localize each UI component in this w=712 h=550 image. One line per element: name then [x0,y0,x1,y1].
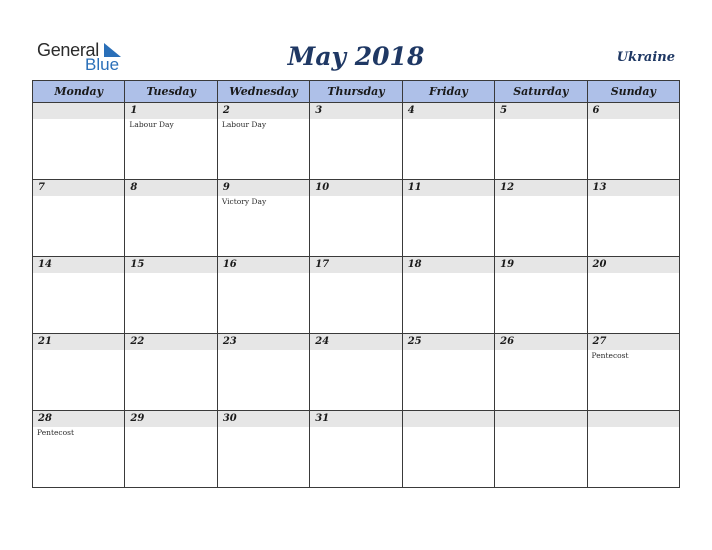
day-cell [125,180,217,257]
logo-word-blue: Blue [85,55,120,74]
holiday-label [588,427,679,428]
calendar-title: May 2018 [287,42,425,71]
day-number: 15 [125,257,216,273]
day-cell [217,257,309,334]
day-cell [217,334,309,411]
holiday-label [495,350,586,351]
day-cell [33,180,125,257]
day-cell [495,180,587,257]
day-cell [33,103,125,180]
day-number: 28 [33,411,124,427]
calendar-grid [32,80,680,488]
day-number: 20 [588,257,679,273]
day-number: 22 [125,334,216,350]
day-number: 6 [588,103,679,119]
day-cell [33,411,125,488]
day-number: 4 [403,103,494,119]
day-number: 30 [218,411,309,427]
day-cell [310,257,402,334]
holiday-label [218,427,309,428]
day-number [33,103,124,119]
day-number: 10 [310,180,401,196]
weekday-header: Wednesday [217,81,309,103]
day-cell [402,180,494,257]
holiday-label [33,273,124,274]
week-row [33,103,680,180]
day-cell [310,334,402,411]
day-cell [495,411,587,488]
weekday-header: Tuesday [125,81,217,103]
holiday-label [310,350,401,351]
day-number [495,411,586,427]
day-number: 27 [588,334,679,350]
day-cell [33,334,125,411]
holiday-label [495,196,586,197]
day-cell [402,411,494,488]
holiday-label [125,350,216,351]
holiday-label: Labour Day [129,120,174,129]
holiday-label [588,119,679,120]
day-cell [587,411,679,488]
day-number: 7 [33,180,124,196]
day-cell [495,257,587,334]
weekday-header: Saturday [495,81,587,103]
holiday-label [310,273,401,274]
day-number: 13 [588,180,679,196]
holiday-label [218,273,309,274]
holiday-label [495,273,586,274]
holiday-label [33,196,124,197]
day-cell [217,411,309,488]
weekday-header-row [33,81,680,103]
day-cell [125,411,217,488]
day-cell [402,103,494,180]
day-number: 14 [33,257,124,273]
day-number: 1 [125,103,216,119]
day-cell [217,180,309,257]
day-cell [402,334,494,411]
day-number: 19 [495,257,586,273]
day-cell [125,334,217,411]
holiday-label [403,119,494,120]
day-number: 21 [33,334,124,350]
day-cell [587,180,679,257]
day-number: 2 [218,103,309,119]
holiday-label [125,273,216,274]
day-cell [217,103,309,180]
day-cell [587,103,679,180]
day-number: 8 [125,180,216,196]
day-number: 3 [310,103,401,119]
holiday-label [588,196,679,197]
weekday-header: Friday [402,81,494,103]
day-number: 23 [218,334,309,350]
week-row [33,257,680,334]
day-number: 16 [218,257,309,273]
holiday-label: Pentecost [591,351,629,360]
holiday-label [125,427,216,428]
day-cell [310,411,402,488]
holiday-label [33,119,124,120]
day-number: 31 [310,411,401,427]
country-label: Ukraine [616,50,675,65]
day-number: 24 [310,334,401,350]
day-cell [125,103,217,180]
day-number [403,411,494,427]
day-cell [402,257,494,334]
day-cell [587,334,679,411]
holiday-label [588,273,679,274]
holiday-label [403,350,494,351]
day-cell [495,103,587,180]
day-cell [587,257,679,334]
day-number: 5 [495,103,586,119]
week-row [33,411,680,488]
holiday-label [218,350,309,351]
holiday-label [403,273,494,274]
day-number: 29 [125,411,216,427]
holiday-label [495,119,586,120]
day-cell [33,257,125,334]
week-row [33,334,680,411]
weekday-header: Sunday [587,81,679,103]
day-number: 26 [495,334,586,350]
weekday-header: Thursday [310,81,402,103]
holiday-label: Pentecost [37,428,75,437]
day-number: 25 [403,334,494,350]
holiday-label: Victory Day [221,197,267,206]
day-cell [310,180,402,257]
holiday-label [310,427,401,428]
holiday-label [310,196,401,197]
day-number [588,411,679,427]
day-number: 11 [403,180,494,196]
day-cell [310,103,402,180]
day-cell [495,334,587,411]
day-cell [125,257,217,334]
holiday-label [403,427,494,428]
holiday-label [125,196,216,197]
holiday-label: Labour Day [221,120,267,129]
holiday-label [33,350,124,351]
day-number: 18 [403,257,494,273]
holiday-label [403,196,494,197]
holiday-label [495,427,586,428]
day-number: 9 [218,180,309,196]
holiday-label [310,119,401,120]
week-row [33,180,680,257]
weekday-header: Monday [33,81,125,103]
day-number: 17 [310,257,401,273]
logo-word-general: General [37,40,99,60]
day-number: 12 [495,180,586,196]
